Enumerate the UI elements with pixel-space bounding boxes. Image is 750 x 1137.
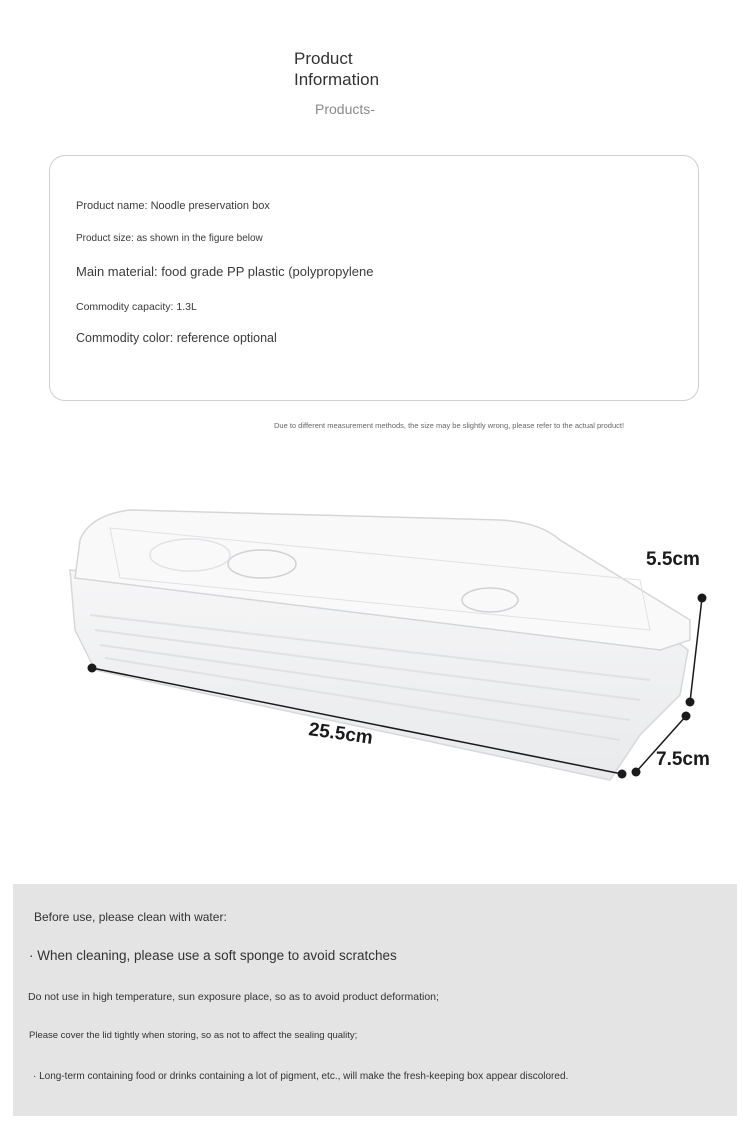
dimension-dot-icon: [698, 594, 707, 603]
dimension-dot-icon: [682, 712, 691, 721]
care-line-1: Before use, please clean with water:: [34, 910, 227, 924]
dimension-dot-icon: [686, 698, 695, 707]
page-subtitle: Products-: [315, 101, 375, 117]
product-name: Product name: Noodle preservation box: [76, 200, 270, 212]
main-material: Main material: food grade PP plastic (polypropylene: [76, 264, 374, 279]
title-line-1: Product: [294, 49, 353, 68]
measurement-note: Due to different measurement methods, the size may be slightly wrong, please refer to the actual product!: [274, 421, 625, 430]
product-info-card: [49, 155, 699, 401]
dimension-dot-icon: [632, 768, 641, 777]
product-photo: [0, 480, 750, 810]
length-label: 25.5cm: [307, 719, 375, 749]
page-title: [294, 48, 379, 90]
width-label: 7.5cm: [656, 749, 710, 770]
care-instructions: [13, 884, 737, 1116]
height-line: [690, 598, 702, 702]
title-line-2: Information: [294, 70, 380, 89]
care-line-5: · Long-term containing food or drinks containing a lot of pigment, etc., will make the fresh-keeping box appear discolored.: [33, 1071, 569, 1082]
height-label: 5.5cm: [646, 549, 700, 570]
commodity-color: Commodity color: reference optional: [76, 331, 277, 345]
care-line-4: Please cover the lid tightly when storing, so as not to affect the sealing quality;: [29, 1030, 358, 1041]
care-line-3: Do not use in high temperature, sun exposure place, so as to avoid product deformation;: [28, 991, 439, 1003]
product-size: Product size: as shown in the figure below: [76, 233, 263, 244]
commodity-capacity: Commodity capacity: 1.3L: [76, 301, 197, 313]
dimension-dot-icon: [88, 664, 97, 673]
dimension-dot-icon: [618, 770, 627, 779]
care-line-2: · When cleaning, please use a soft sponge to avoid scratches: [29, 948, 397, 963]
